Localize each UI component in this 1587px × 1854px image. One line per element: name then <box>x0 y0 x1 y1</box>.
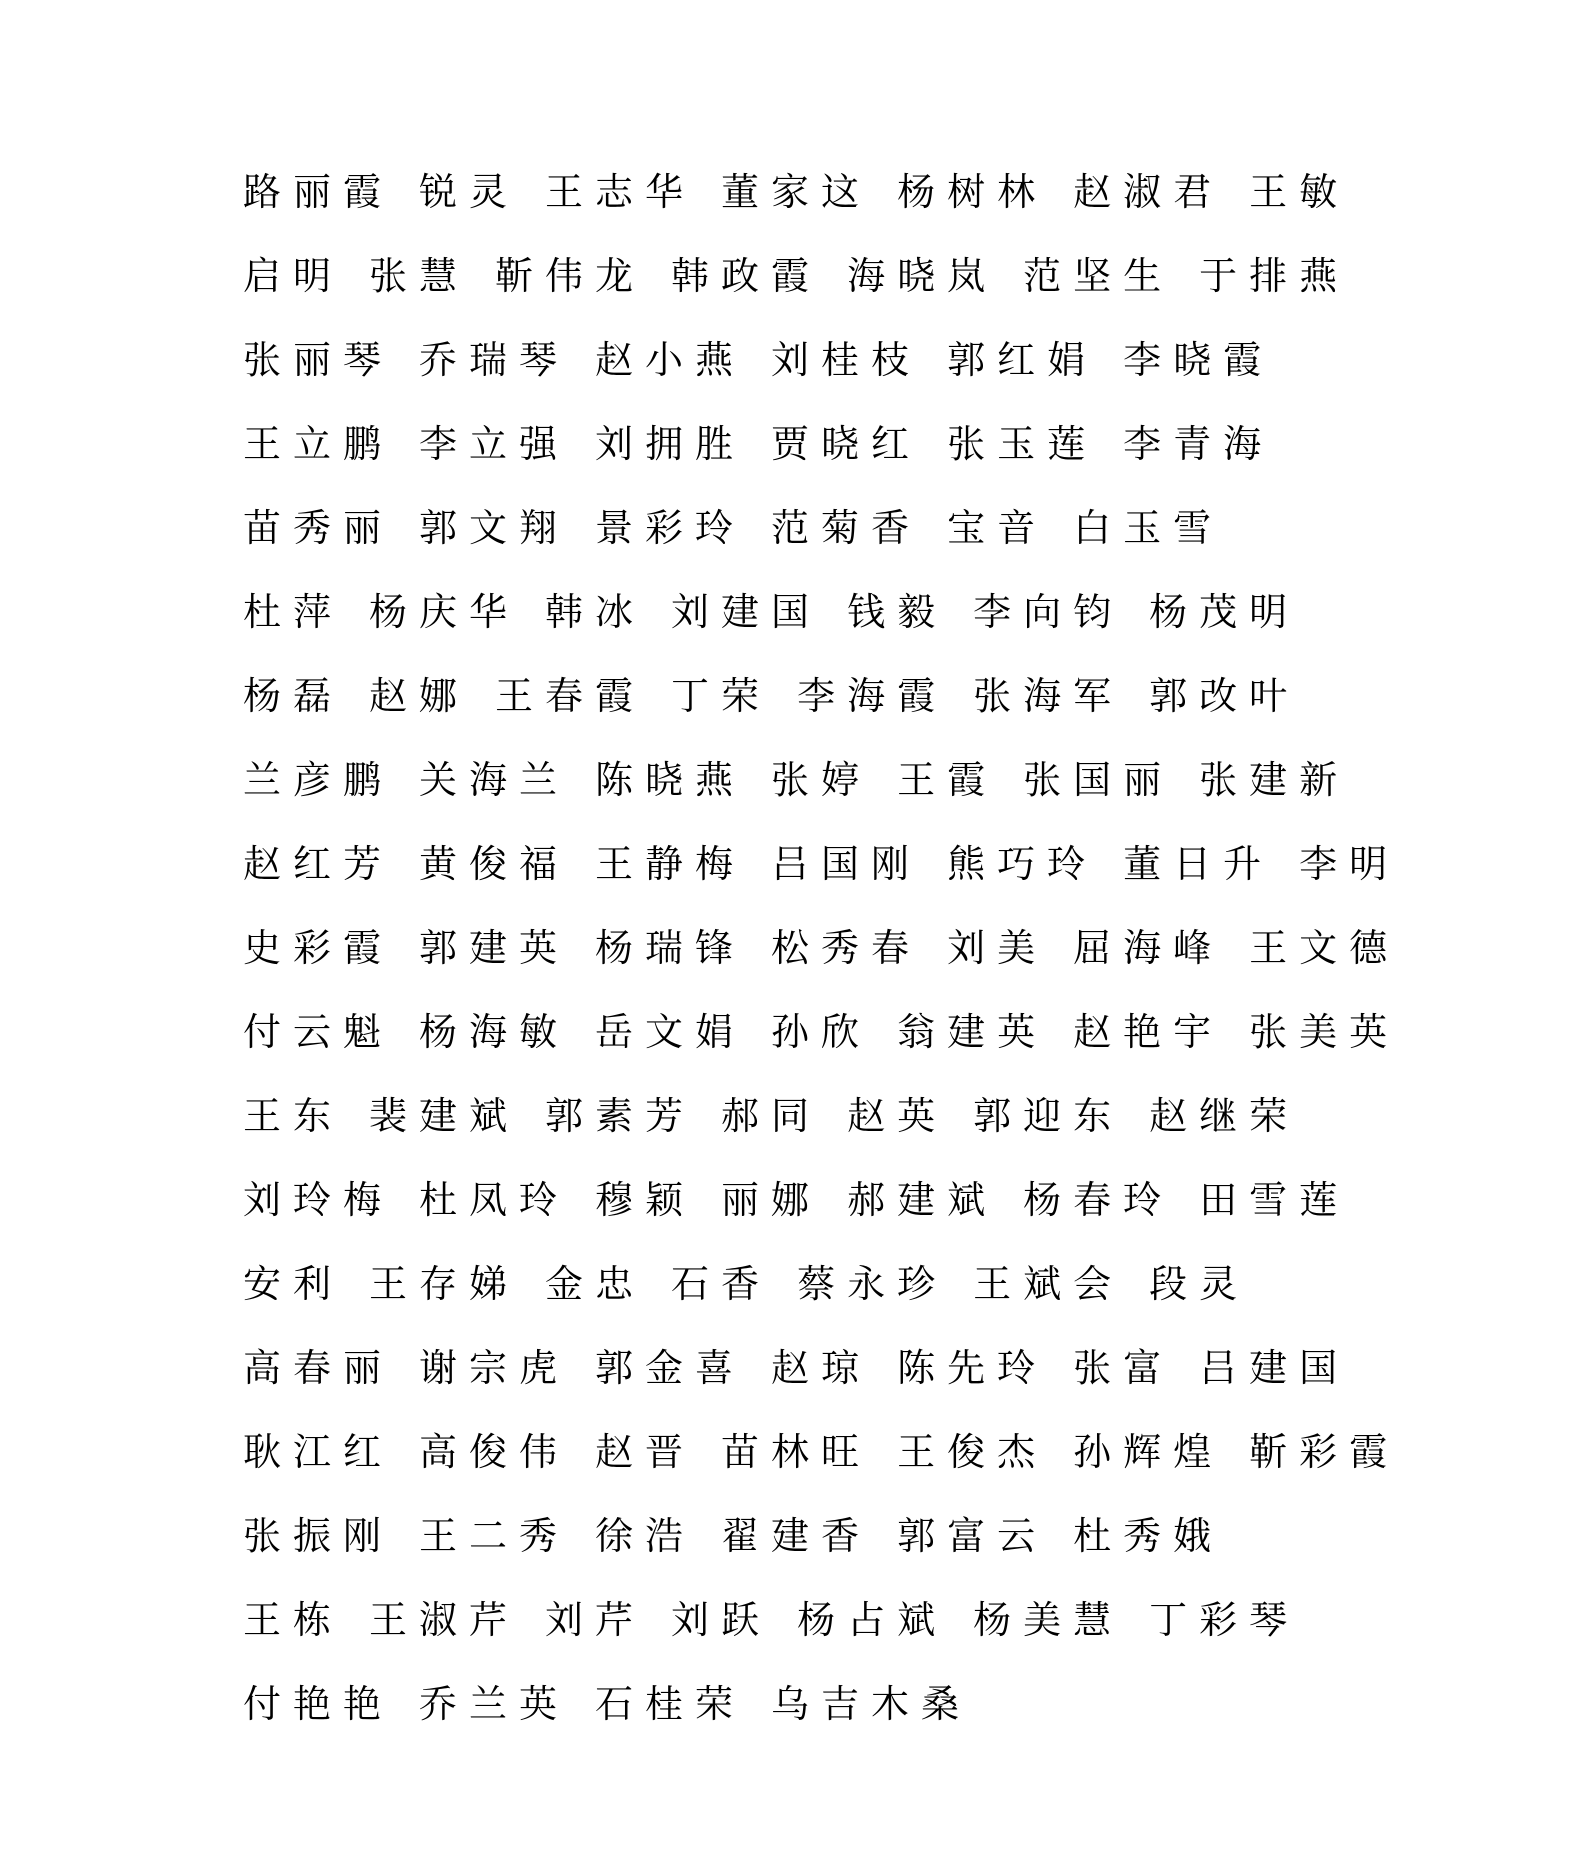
person-name: 张国丽 <box>1023 758 1174 802</box>
name-line <box>243 822 1400 906</box>
person-name: 赵小燕 <box>595 338 746 382</box>
person-name: 高春丽 <box>243 1346 394 1390</box>
person-name: 丁彩琴 <box>1149 1598 1300 1642</box>
person-name: 张婷 <box>771 758 872 802</box>
person-name: 杨海敏 <box>419 1010 570 1054</box>
person-name: 王春霞 <box>495 674 646 718</box>
person-name: 杨瑞锋 <box>595 926 746 970</box>
person-name: 范菊香 <box>771 506 922 550</box>
person-name: 王俊杰 <box>897 1430 1048 1474</box>
person-name: 王志华 <box>545 170 696 214</box>
person-name: 赵英 <box>847 1094 948 1138</box>
person-name: 启明 <box>243 254 344 298</box>
person-name: 段灵 <box>1149 1262 1250 1306</box>
person-name: 于排燕 <box>1199 254 1350 298</box>
name-line <box>243 1578 1363 1662</box>
name-line <box>243 906 1400 990</box>
name-line <box>243 1158 1363 1242</box>
person-name: 乌吉木桑 <box>771 1682 972 1726</box>
person-name: 石香 <box>671 1262 772 1306</box>
person-name: 刘美 <box>947 926 1048 970</box>
person-name: 孙辉煌 <box>1073 1430 1224 1474</box>
person-name: 王存娣 <box>369 1262 520 1306</box>
person-name: 钱毅 <box>847 590 948 634</box>
person-name: 赵艳宇 <box>1073 1010 1224 1054</box>
person-name: 郭金喜 <box>595 1346 746 1390</box>
name-line <box>243 486 1363 570</box>
person-name: 丽娜 <box>721 1178 822 1222</box>
person-name: 刘桂枝 <box>771 338 922 382</box>
person-name: 赵红芳 <box>243 842 394 886</box>
person-name: 翟建香 <box>721 1514 872 1558</box>
person-name: 郝同 <box>721 1094 822 1138</box>
person-name: 安利 <box>243 1262 344 1306</box>
person-name: 张海军 <box>973 674 1124 718</box>
person-name: 郭文翔 <box>419 506 570 550</box>
person-name: 郝建斌 <box>847 1178 998 1222</box>
person-name: 金忠 <box>545 1262 646 1306</box>
name-line <box>243 990 1400 1074</box>
person-name: 赵娜 <box>369 674 470 718</box>
person-name: 刘建国 <box>671 590 822 634</box>
person-name: 谢宗虎 <box>419 1346 570 1390</box>
person-name: 张慧 <box>369 254 470 298</box>
person-name: 郭建英 <box>419 926 570 970</box>
name-line <box>243 1326 1363 1410</box>
person-name: 杨占斌 <box>797 1598 948 1642</box>
person-name: 张丽琴 <box>243 338 394 382</box>
person-name: 高俊伟 <box>419 1430 570 1474</box>
person-name: 张玉莲 <box>947 422 1098 466</box>
person-name: 乔瑞琴 <box>419 338 570 382</box>
person-name: 陈晓燕 <box>595 758 746 802</box>
person-name: 刘芹 <box>545 1598 646 1642</box>
person-name: 董家这 <box>721 170 872 214</box>
person-name: 宝音 <box>947 506 1048 550</box>
person-name: 史彩霞 <box>243 926 394 970</box>
person-name: 王霞 <box>897 758 998 802</box>
person-name: 赵琼 <box>771 1346 872 1390</box>
person-name: 陈先玲 <box>897 1346 1048 1390</box>
person-name: 屈海峰 <box>1073 926 1224 970</box>
person-name: 兰彦鹏 <box>243 758 394 802</box>
person-name: 韩冰 <box>545 590 646 634</box>
name-list <box>243 150 1400 1746</box>
person-name: 蔡永珍 <box>797 1262 948 1306</box>
person-name: 范坚生 <box>1023 254 1174 298</box>
person-name: 杨树林 <box>897 170 1048 214</box>
person-name: 孙欣 <box>771 1010 872 1054</box>
person-name: 丁荣 <box>671 674 772 718</box>
person-name: 路丽霞 <box>243 170 394 214</box>
person-name: 刘拥胜 <box>595 422 746 466</box>
person-name: 翁建英 <box>897 1010 1048 1054</box>
person-name: 苗秀丽 <box>243 506 394 550</box>
person-name: 靳伟龙 <box>495 254 646 298</box>
person-name: 郭改叶 <box>1149 674 1300 718</box>
person-name: 王栋 <box>243 1598 344 1642</box>
person-name: 贾晓红 <box>771 422 922 466</box>
person-name: 李向钧 <box>973 590 1124 634</box>
person-name: 王敏 <box>1249 170 1350 214</box>
person-name: 锐灵 <box>419 170 520 214</box>
person-name: 李晓霞 <box>1123 338 1274 382</box>
person-name: 赵晋 <box>595 1430 696 1474</box>
person-name: 杜凤玲 <box>419 1178 570 1222</box>
person-name: 李明 <box>1299 842 1400 886</box>
person-name: 刘玲梅 <box>243 1178 394 1222</box>
person-name: 杜萍 <box>243 590 344 634</box>
person-name: 王立鹏 <box>243 422 394 466</box>
person-name: 耿江红 <box>243 1430 394 1474</box>
person-name: 赵继荣 <box>1149 1094 1300 1138</box>
person-name: 熊巧玲 <box>947 842 1098 886</box>
person-name: 吕国刚 <box>771 842 922 886</box>
person-name: 李海霞 <box>797 674 948 718</box>
person-name: 李青海 <box>1123 422 1274 466</box>
person-name: 杜秀娥 <box>1073 1514 1224 1558</box>
person-name: 景彩玲 <box>595 506 746 550</box>
person-name: 岳文娟 <box>595 1010 746 1054</box>
person-name: 董日升 <box>1123 842 1274 886</box>
person-name: 王文德 <box>1249 926 1400 970</box>
person-name: 王二秀 <box>419 1514 570 1558</box>
person-name: 韩政霞 <box>671 254 822 298</box>
person-name: 张建新 <box>1199 758 1350 802</box>
person-name: 吕建国 <box>1199 1346 1350 1390</box>
name-line <box>243 1074 1363 1158</box>
person-name: 裴建斌 <box>369 1094 520 1138</box>
person-name: 杨春玲 <box>1023 1178 1174 1222</box>
person-name: 王静梅 <box>595 842 746 886</box>
name-line <box>243 570 1363 654</box>
person-name: 王斌会 <box>973 1262 1124 1306</box>
person-name: 王东 <box>243 1094 344 1138</box>
person-name: 白玉雪 <box>1073 506 1224 550</box>
person-name: 张振刚 <box>243 1514 394 1558</box>
name-line <box>243 1242 1363 1326</box>
person-name: 王淑芹 <box>369 1598 520 1642</box>
name-line <box>243 150 1363 234</box>
person-name: 穆颖 <box>595 1178 696 1222</box>
name-line <box>243 402 1363 486</box>
person-name: 郭素芳 <box>545 1094 696 1138</box>
person-name: 石桂荣 <box>595 1682 746 1726</box>
person-name: 徐浩 <box>595 1514 696 1558</box>
person-name: 杨庆华 <box>369 590 520 634</box>
person-name: 苗林旺 <box>721 1430 872 1474</box>
person-name: 海晓岚 <box>847 254 998 298</box>
person-name: 松秀春 <box>771 926 922 970</box>
person-name: 郭迎东 <box>973 1094 1124 1138</box>
person-name: 付云魁 <box>243 1010 394 1054</box>
person-name: 乔兰英 <box>419 1682 570 1726</box>
person-name: 黄俊福 <box>419 842 570 886</box>
person-name: 赵淑君 <box>1073 170 1224 214</box>
person-name: 靳彩霞 <box>1249 1430 1400 1474</box>
person-name: 张美英 <box>1249 1010 1400 1054</box>
person-name: 杨美慧 <box>973 1598 1124 1642</box>
person-name: 郭富云 <box>897 1514 1048 1558</box>
name-line <box>243 1494 1363 1578</box>
person-name: 张富 <box>1073 1346 1174 1390</box>
name-line <box>243 654 1363 738</box>
name-line <box>243 234 1363 318</box>
person-name: 李立强 <box>419 422 570 466</box>
person-name: 郭红娟 <box>947 338 1098 382</box>
name-line <box>243 318 1363 402</box>
name-line <box>243 1410 1400 1494</box>
person-name: 杨茂明 <box>1149 590 1300 634</box>
person-name: 关海兰 <box>419 758 570 802</box>
person-name: 刘跃 <box>671 1598 772 1642</box>
name-line <box>243 1662 1363 1746</box>
person-name: 付艳艳 <box>243 1682 394 1726</box>
person-name: 田雪莲 <box>1199 1178 1350 1222</box>
person-name: 杨磊 <box>243 674 344 718</box>
name-line <box>243 738 1363 822</box>
